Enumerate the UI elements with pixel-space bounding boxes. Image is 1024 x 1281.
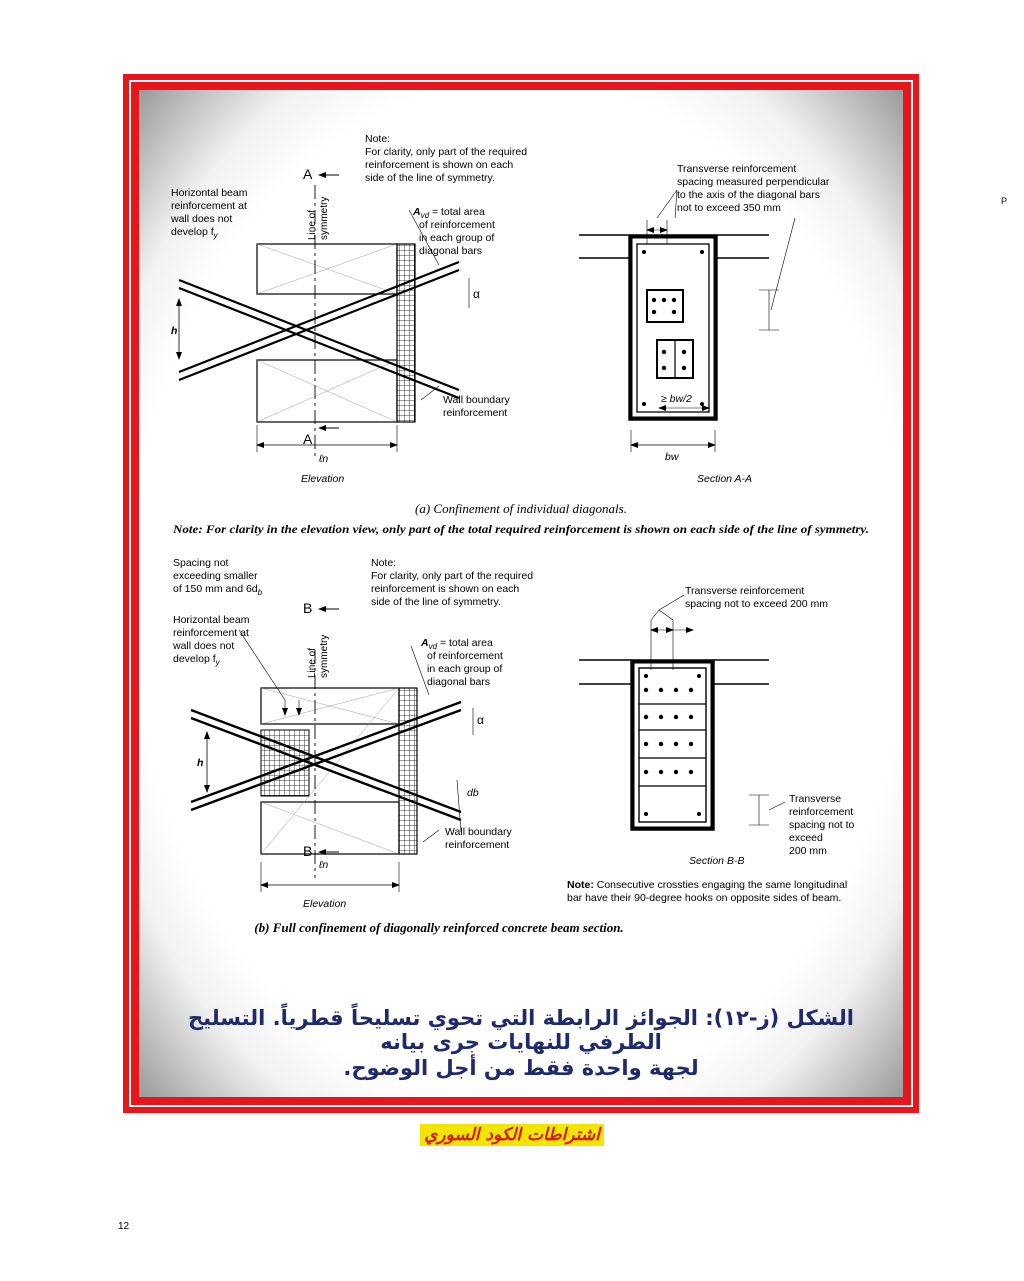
figure-drawing [139,90,903,1097]
note-b-line1: For clarity, only part of the required [371,570,534,582]
trans2-b-line1: Transverse [789,793,842,805]
avd-a-line3: in each group of [419,232,495,244]
symmetry-b-line1: Line of [307,647,318,678]
trans2-b-line5: 200 mm [789,845,827,857]
ln-b: ℓn [319,859,329,871]
caption-a: (a) Confinement of individual diagonals. [415,501,627,516]
page-number: 12 [118,1221,130,1232]
wall-a-line2: reinforcement [443,407,508,419]
trans-b-line2: spacing not to exceed 200 mm [685,598,829,610]
note-a-line1: For clarity, only part of the required [365,146,528,158]
trans-b-line1: Transverse reinforcement [685,585,805,597]
avd-b-line1: $A_{vd}$ = total area [421,637,493,651]
arabic-caption-line2: لجهة واحدة فقط من أجل الوضوح. [343,1056,699,1080]
db-b: db [467,787,479,799]
horiz-b-line1: Horizontal beam [173,614,250,626]
arabic-caption-line1: الشكل (ز-١٢): الجوائز الرابطة التي تحوي تسليحاً قطرياً. التسليح الطرفي للنهايات جرى بيانه [188,1006,854,1054]
wall-b-line1: Wall boundary [445,826,512,838]
figure-panel [139,90,903,1097]
footer-title [0,1124,1024,1146]
footer-title-text: اشتراطات الكود السوري [420,1124,604,1146]
section-a [579,190,795,452]
trans2-b-line3: spacing not to [789,819,855,831]
crossties-line2: bar have their 90-degree hooks on opposite sides of beam. [567,892,842,904]
crossties-line1: Note: Consecutive crossties engaging the same longitudinal [567,879,848,891]
section-mark-b-top: B [303,600,313,616]
symmetry-a-line1: Line of [307,209,318,240]
section-mark-a-bottom: A [303,431,313,447]
spacing-b-line1: Spacing not [173,557,229,569]
horiz-a-line3: wall does not [171,213,233,225]
corner-mark: P [1000,196,1007,206]
alpha-b: α [477,713,484,727]
ln-a: ℓn [319,453,329,465]
horiz-b-line2: reinforcement at [173,627,249,639]
wall-b-line2: reinforcement [445,839,510,851]
h-b: h [197,757,204,769]
avd-a-line2: of reinforcement [419,219,495,231]
note-b-title: Note: [371,557,397,569]
note-a-line3: side of the line of symmetry. [365,172,495,184]
trans-a-line2: spacing measured perpendicular [677,176,830,188]
section-a-label: Section A-A [697,473,753,485]
section-mark-a-top: A [303,166,313,182]
trans-a-line3: to the axis of the diagonal bars [677,189,821,201]
h-a: h [171,325,178,337]
caption-b: (b) Full confinement of diagonally reinforced concrete beam section. [254,920,624,935]
bw-half-a: ≥ bw/2 [661,393,692,405]
elevation-a-label: Elevation [301,473,345,485]
spacing-b-line2: exceeding smaller [173,570,258,582]
avd-b-line2: of reinforcement [427,650,503,662]
avd-b-line3: in each group of [427,663,503,675]
symmetry-a-line2: symmetry [319,196,330,240]
note-caption-a: Note: For clarity in the elevation view, only part of the total required reinforcement is shown on each side of the line of symmetry. [171,522,870,536]
trans-a-line4: not to exceed 350 mm [677,202,781,214]
section-b [579,595,785,830]
trans-a-line1: Transverse reinforcement [677,163,797,175]
horiz-a-line1: Horizontal beam [171,187,248,199]
section-a-labels [661,163,830,485]
elevation-a-labels [170,133,527,485]
spacing-b-line3: of 150 mm and $6d_b$ [173,583,263,597]
avd-a-line4: diagonal bars [419,245,483,257]
horiz-a-line2: reinforcement at [171,200,247,212]
note-a-line2: reinforcement is shown on each [365,159,514,171]
bw-a: bw [665,451,679,463]
trans2-b-line2: reinforcement [789,806,854,818]
avd-b-line4: diagonal bars [427,676,491,688]
note-a-title: Note: [365,133,391,145]
avd-a-line1: $A_{vd}$ = total area [413,206,485,220]
horiz-a-line4: develop $f_y$ [171,226,218,240]
symmetry-b-line2: symmetry [319,634,330,678]
section-b-bars [644,674,701,816]
note-b-line3: side of the line of symmetry. [371,596,501,608]
horiz-b-line4: develop $f_y$ [173,653,220,667]
alpha-a: α [473,287,480,301]
figure-frame [123,74,919,1113]
trans2-b-line4: exceed [789,832,823,844]
section-a-bars [642,250,704,406]
wall-a-line1: Wall boundary [443,394,510,406]
section-mark-b-bottom: B [303,843,313,859]
note-b-line2: reinforcement is shown on each [371,583,520,595]
section-b-label: Section B-B [689,855,745,867]
elevation-b-labels [172,557,533,910]
elevation-b-label: Elevation [303,898,347,910]
horiz-b-line3: wall does not [173,640,235,652]
